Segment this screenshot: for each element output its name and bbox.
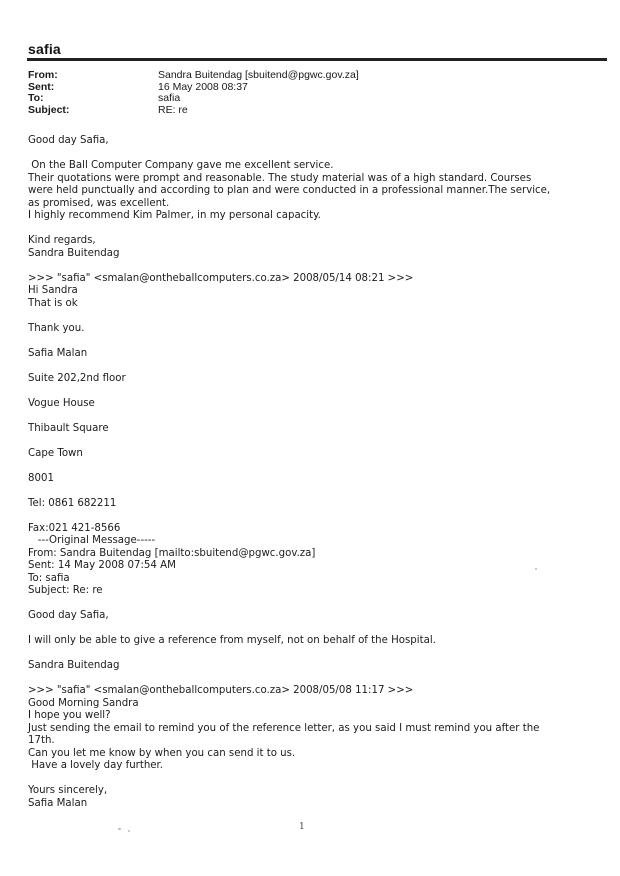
sent-value: 16 May 2008 08:37: [158, 80, 248, 93]
sent-label: Sent:: [28, 80, 55, 93]
to-value: safia: [158, 92, 181, 104]
quote-line: Hi Sandra: [28, 285, 78, 296]
quote-line: Just sending the email to remind you of the reference letter, as you said I must remind you after the: [28, 722, 540, 734]
subject-value: RE: re: [158, 103, 188, 116]
body-line: Their quotations were prompt and reasonable. The study material was of a high standard. Courses: [28, 172, 532, 184]
orig-greeting: Good day Safia,: [28, 610, 109, 621]
page-number: 1: [299, 822, 305, 832]
page-title: safia: [28, 41, 61, 57]
quote-header: >>> "safia" <smalan@ontheballcomputers.co.za> 2008/05/08 11:17 >>>: [28, 685, 414, 696]
email-body: [28, 135, 596, 810]
scan-speck: [535, 568, 537, 570]
orig-sent: Sent: 14 May 2008 07:54 AM: [28, 560, 176, 571]
body-line: I highly recommend Kim Palmer, in my personal capacity.: [28, 210, 321, 221]
from-value: Sandra Buitendag [sbuitend@pgwc.gov.za]: [158, 69, 359, 81]
orig-to: To: safia: [28, 572, 70, 584]
header-divider: [27, 58, 607, 61]
from-row: [28, 70, 588, 82]
quote-line: I hope you well?: [28, 710, 111, 721]
address-line: Suite 202,2nd floor: [28, 372, 126, 384]
orig-from: From: Sandra Buitendag [mailto:sbuitend@pgwc.gov.za]: [28, 547, 316, 559]
fax: Fax:021 421-8566: [28, 522, 121, 534]
original-message-marker: ---Original Message-----: [28, 535, 156, 546]
from-label: From:: [28, 69, 58, 81]
closing: Kind regards,: [28, 235, 96, 246]
sender-name: Safia Malan: [28, 347, 88, 359]
telephone: Tel: 0861 682211: [28, 497, 117, 509]
quote-line: Have a lovely day further.: [28, 760, 164, 771]
body-line: On the Ball Computer Company gave me excellent service.: [28, 160, 334, 171]
body-line: as promised, was excellent.: [28, 197, 170, 209]
quote-line: 17th.: [28, 735, 55, 746]
body-line: were held punctually and according to plan and were conducted in a professional manner.The service,: [28, 185, 551, 196]
quote-line: That is ok: [28, 297, 78, 309]
address-line: Cape Town: [28, 447, 83, 459]
scan-speck: [128, 830, 130, 832]
signature: Safia Malan: [28, 797, 88, 809]
closing: Yours sincerely,: [28, 785, 108, 796]
quote-line: Thank you.: [28, 322, 85, 334]
email-header: [28, 70, 588, 116]
scan-speck: [118, 828, 121, 830]
greeting: Good day Safia,: [28, 135, 109, 146]
orig-body: I will only be able to give a reference from myself, not on behalf of the Hospital.: [28, 635, 436, 646]
signature: Sandra Buitendag: [28, 247, 120, 259]
quote-line: Can you let me know by when you can send it to us.: [28, 747, 296, 759]
sent-row: [28, 82, 588, 94]
address-line: 8001: [28, 472, 54, 484]
quote-line: Good Morning Sandra: [28, 697, 139, 709]
orig-signature: Sandra Buitendag: [28, 660, 120, 671]
subject-row: [28, 105, 588, 117]
address-line: Vogue House: [28, 397, 95, 409]
orig-subject: Subject: Re: re: [28, 585, 103, 596]
address-line: Thibault Square: [28, 422, 109, 434]
subject-label: Subject:: [28, 103, 70, 116]
to-row: [28, 93, 588, 105]
to-label: To:: [28, 92, 44, 104]
quote-header: >>> "safia" <smalan@ontheballcomputers.co.za> 2008/05/14 08:21 >>>: [28, 272, 414, 284]
